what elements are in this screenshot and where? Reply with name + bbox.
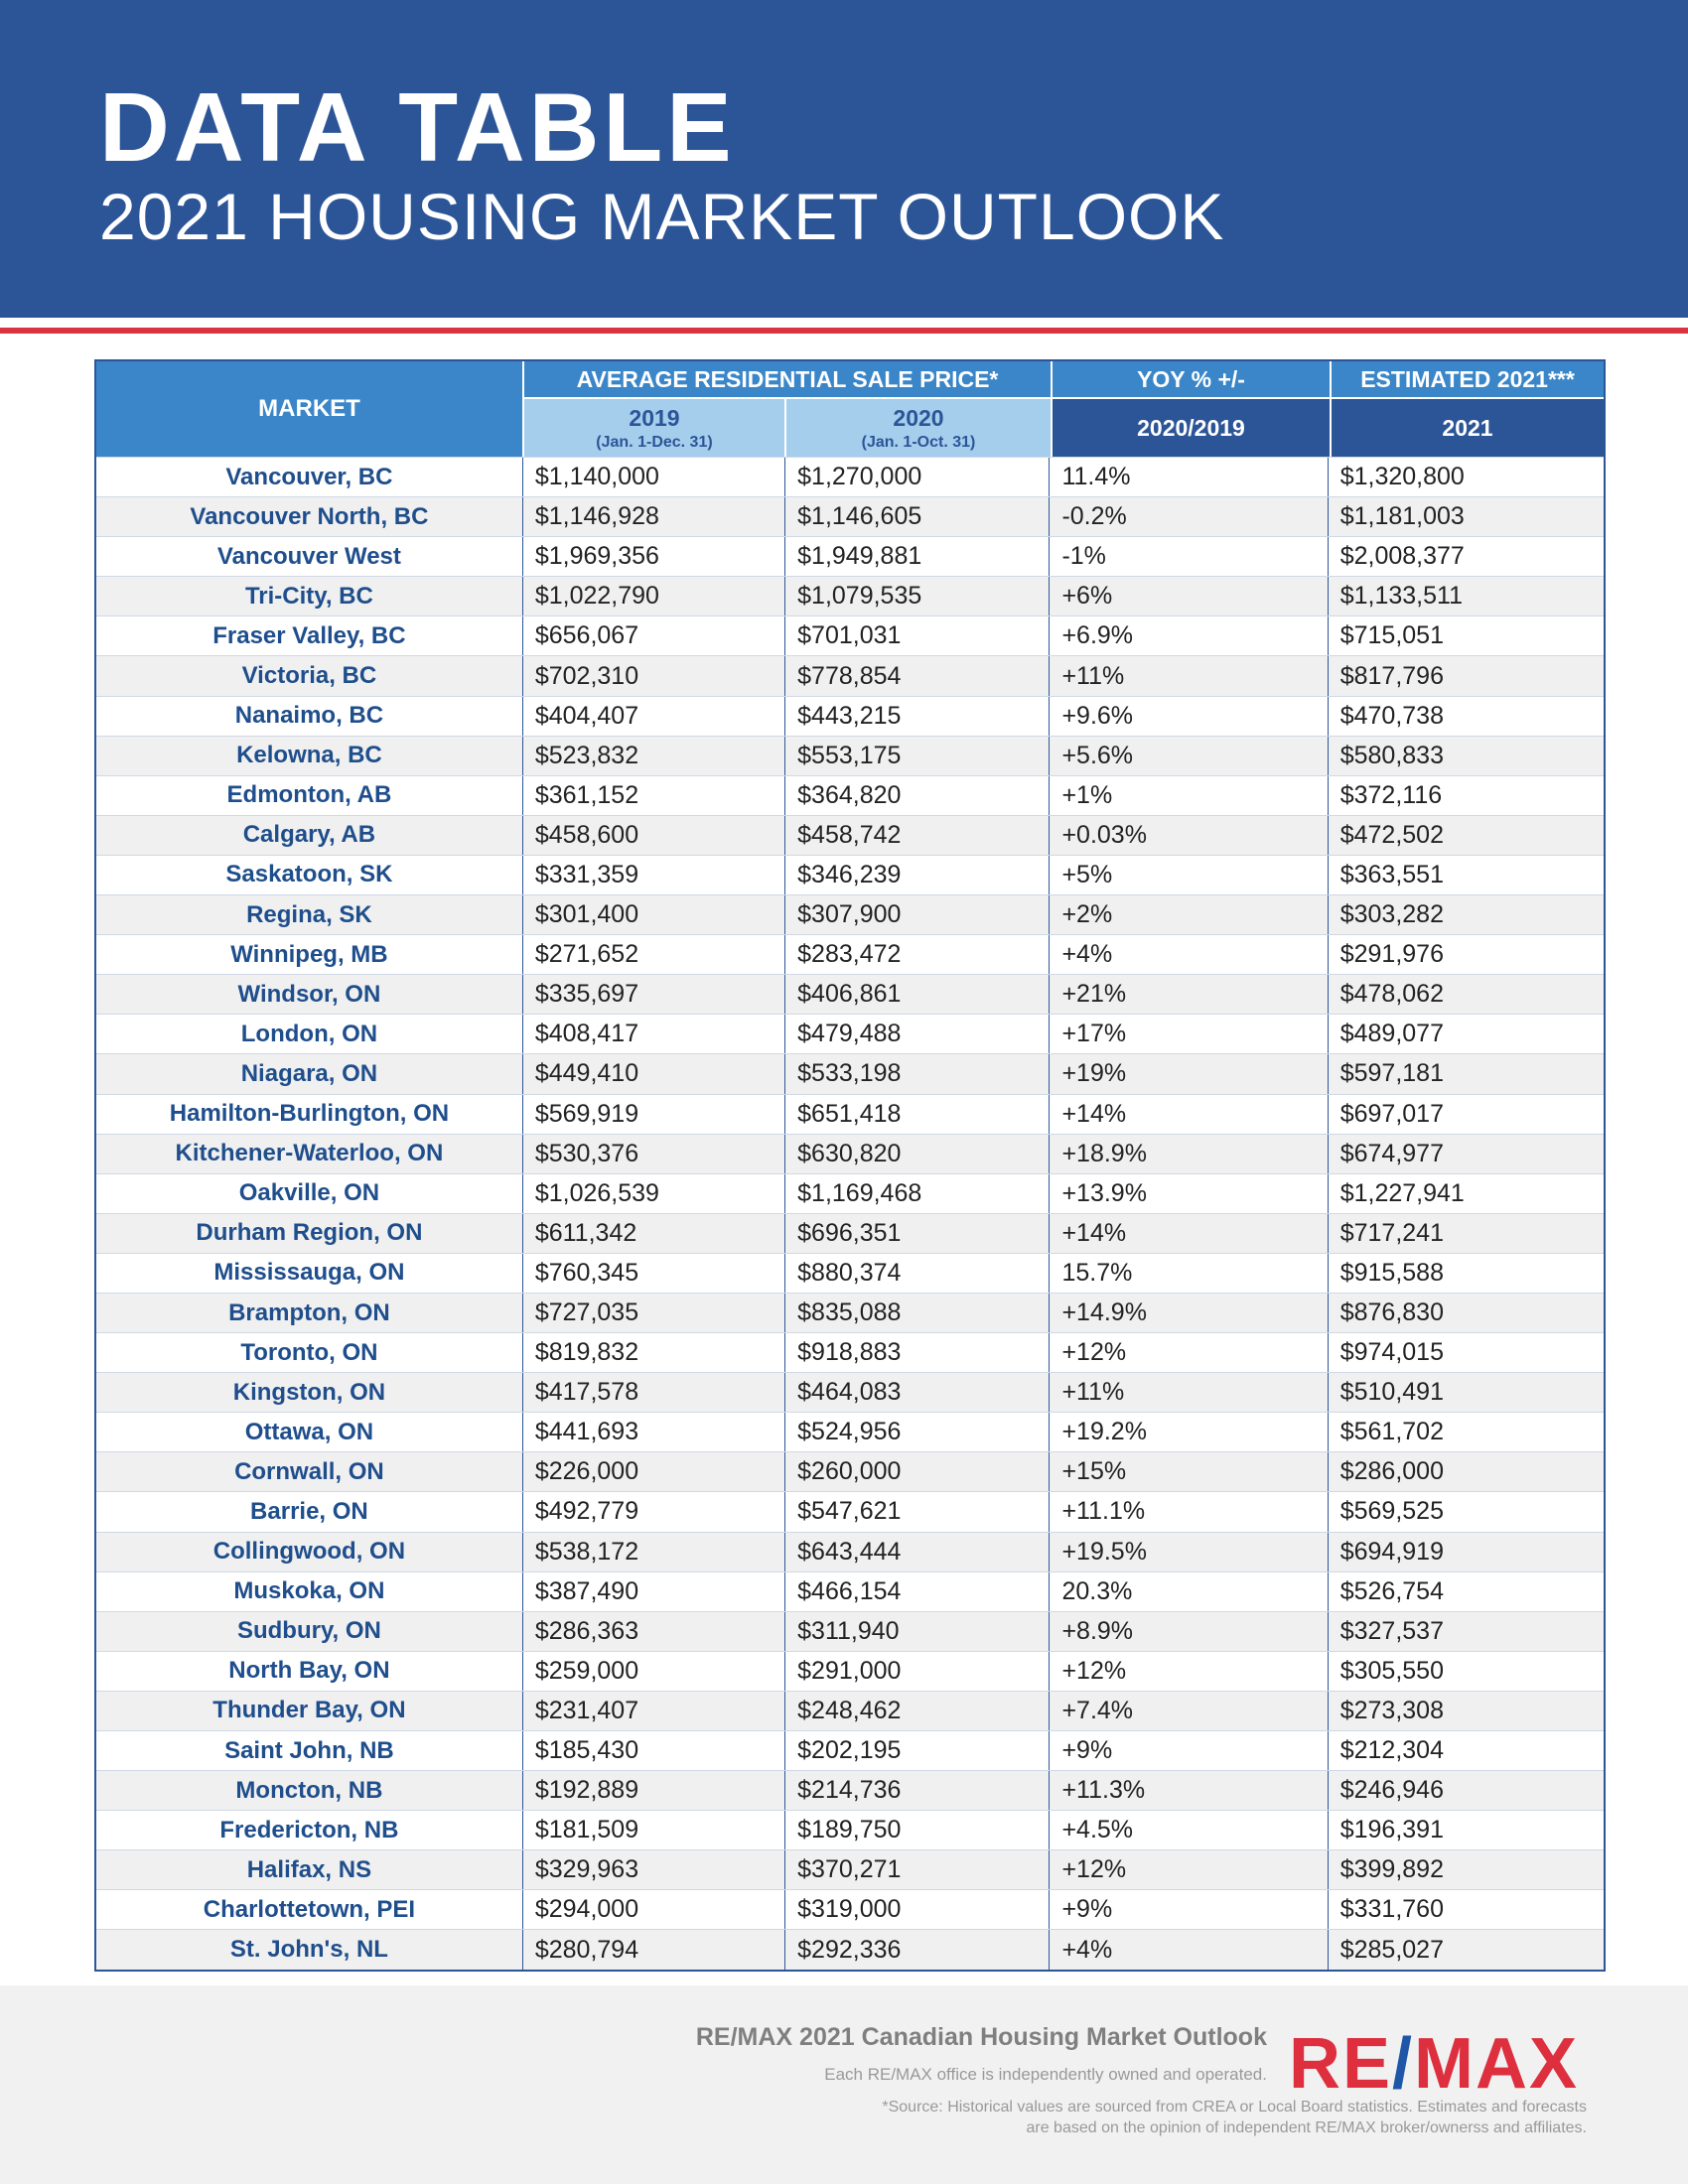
page-title: DATA TABLE — [99, 72, 736, 182]
cell-estimated-2021: $817,796 — [1339, 661, 1444, 690]
table-row — [96, 1134, 1604, 1173]
table-row — [96, 1730, 1604, 1770]
cell-yoy: +14% — [1050, 1095, 1328, 1134]
cell-price-2020: $466,154 — [785, 1572, 1050, 1611]
footer-title: RE/MAX 2021 Canadian Housing Market Outlook — [695, 2023, 1267, 2051]
cell-estimated-2021: $697,017 — [1339, 1099, 1444, 1128]
table-row — [96, 1532, 1604, 1571]
cell-price-2020: $479,488 — [785, 1015, 1050, 1053]
cell-estimated-2021: $580,833 — [1339, 741, 1444, 769]
cell-yoy: +5% — [1050, 856, 1328, 894]
cell-yoy: +13.9% — [1050, 1174, 1328, 1213]
cell-market: Vancouver North, BC — [96, 497, 523, 536]
cell-market: Calgary, AB — [96, 816, 523, 855]
cell-price-2020: $202,195 — [785, 1731, 1050, 1770]
header-2019-range: (Jan. 1-Dec. 31) — [596, 433, 713, 451]
cell-estimated-2021: $399,892 — [1339, 1855, 1444, 1884]
table-row — [96, 1412, 1604, 1451]
table-row — [96, 655, 1604, 695]
cell-price-2019: $441,693 — [523, 1413, 785, 1451]
cell-estimated-2021: $196,391 — [1339, 1816, 1444, 1844]
cell-price-2020: $189,750 — [785, 1811, 1050, 1849]
cell-yoy: +11.1% — [1050, 1492, 1328, 1531]
cell-estimated-2021: $472,502 — [1339, 820, 1444, 849]
cell-estimated-2021: $1,133,511 — [1339, 582, 1463, 611]
cell-market: Saskatoon, SK — [96, 856, 523, 894]
cell-price-2019: $231,407 — [523, 1692, 785, 1730]
cell-yoy: +12% — [1050, 1850, 1328, 1889]
cell-market: Halifax, NS — [96, 1850, 523, 1889]
cell-yoy: +12% — [1050, 1652, 1328, 1691]
cell-price-2020: $1,079,535 — [785, 577, 1050, 615]
cell-market: Collingwood, ON — [96, 1533, 523, 1571]
cell-yoy: 15.7% — [1050, 1254, 1328, 1293]
cell-market: Cornwall, ON — [96, 1452, 523, 1491]
table-row — [96, 1491, 1604, 1531]
header-estimated: ESTIMATED 2021*** — [1332, 361, 1604, 399]
cell-yoy: +4% — [1050, 935, 1328, 974]
cell-yoy: +4% — [1050, 1930, 1328, 1969]
cell-yoy: +17% — [1050, 1015, 1328, 1053]
cell-yoy: +11% — [1050, 656, 1328, 695]
cell-yoy: +19.5% — [1050, 1533, 1328, 1571]
cell-price-2019: $329,963 — [523, 1850, 785, 1889]
cell-yoy: +14.9% — [1050, 1294, 1328, 1332]
cell-yoy: +21% — [1050, 975, 1328, 1014]
cell-yoy: +0.03% — [1050, 816, 1328, 855]
cell-estimated-2021: $212,304 — [1339, 1736, 1444, 1765]
page-header — [0, 0, 1688, 318]
cell-market: Durham Region, ON — [96, 1214, 523, 1253]
table-row — [96, 1213, 1604, 1253]
cell-estimated-2021: $372,116 — [1339, 780, 1443, 809]
cell-price-2020: $260,000 — [785, 1452, 1050, 1491]
cell-market: Ottawa, ON — [96, 1413, 523, 1451]
cell-price-2019: $331,359 — [523, 856, 785, 894]
cell-market: Mississauga, ON — [96, 1254, 523, 1293]
footer-source — [882, 2097, 1587, 2138]
cell-yoy: +19.2% — [1050, 1413, 1328, 1451]
cell-price-2019: $361,152 — [523, 776, 785, 815]
cell-yoy: +11% — [1050, 1373, 1328, 1412]
cell-price-2020: $696,351 — [785, 1214, 1050, 1253]
cell-price-2020: $291,000 — [785, 1652, 1050, 1691]
cell-estimated-2021: $470,738 — [1339, 701, 1444, 730]
cell-yoy: +4.5% — [1050, 1811, 1328, 1849]
cell-price-2020: $835,088 — [785, 1294, 1050, 1332]
cell-price-2019: $286,363 — [523, 1612, 785, 1651]
cell-estimated-2021: $915,588 — [1339, 1258, 1444, 1287]
cell-market: Nanaimo, BC — [96, 697, 523, 736]
divider — [0, 328, 1688, 334]
cell-market: Kitchener-Waterloo, ON — [96, 1135, 523, 1173]
cell-price-2019: $185,430 — [523, 1731, 785, 1770]
cell-yoy: +19% — [1050, 1054, 1328, 1093]
cell-price-2020: $880,374 — [785, 1254, 1050, 1293]
cell-price-2019: $569,919 — [523, 1095, 785, 1134]
cell-estimated-2021: $286,000 — [1339, 1457, 1444, 1486]
cell-price-2020: $443,215 — [785, 697, 1050, 736]
cell-estimated-2021: $285,027 — [1339, 1935, 1444, 1964]
cell-yoy: +9.6% — [1050, 697, 1328, 736]
cell-price-2019: $538,172 — [523, 1533, 785, 1571]
table-row — [96, 1810, 1604, 1849]
cell-price-2019: $387,490 — [523, 1572, 785, 1611]
cell-price-2019: $727,035 — [523, 1294, 785, 1332]
cell-price-2019: $404,407 — [523, 697, 785, 736]
cell-price-2020: $458,742 — [785, 816, 1050, 855]
cell-price-2020: $311,940 — [785, 1612, 1050, 1651]
table-row — [96, 1571, 1604, 1611]
cell-market: Oakville, ON — [96, 1174, 523, 1213]
cell-estimated-2021: $694,919 — [1339, 1537, 1444, 1566]
cell-yoy: +8.9% — [1050, 1612, 1328, 1651]
table-row — [96, 775, 1604, 815]
table-row — [96, 536, 1604, 576]
remax-logo: RE/MAX — [1289, 2024, 1580, 2104]
cell-estimated-2021: $331,760 — [1339, 1895, 1444, 1924]
cell-price-2019: $294,000 — [523, 1890, 785, 1929]
cell-estimated-2021: $273,308 — [1339, 1696, 1444, 1724]
header-2020-label: 2020 — [893, 404, 944, 431]
cell-price-2020: $307,900 — [785, 895, 1050, 934]
cell-estimated-2021: $246,946 — [1339, 1776, 1444, 1805]
cell-price-2020: $248,462 — [785, 1692, 1050, 1730]
table-row — [96, 1014, 1604, 1053]
cell-yoy: +18.9% — [1050, 1135, 1328, 1173]
cell-yoy: -1% — [1050, 537, 1328, 576]
cell-price-2020: $283,472 — [785, 935, 1050, 974]
cell-market: Niagara, ON — [96, 1054, 523, 1093]
table-row — [96, 576, 1604, 615]
cell-market: Kelowna, BC — [96, 737, 523, 775]
cell-estimated-2021: $717,241 — [1339, 1218, 1444, 1247]
cell-market: London, ON — [96, 1015, 523, 1053]
cell-yoy: +11.3% — [1050, 1771, 1328, 1810]
table-row — [96, 1651, 1604, 1691]
cell-price-2020: $1,270,000 — [785, 458, 1050, 496]
cell-estimated-2021: $1,181,003 — [1339, 502, 1465, 531]
table-row — [96, 696, 1604, 736]
cell-market: Hamilton-Burlington, ON — [96, 1095, 523, 1134]
cell-price-2019: $523,832 — [523, 737, 785, 775]
cell-market: Saint John, NB — [96, 1731, 523, 1770]
table-row — [96, 1332, 1604, 1372]
header-yoy-sub: 2020/2019 — [1053, 399, 1330, 457]
cell-estimated-2021: $526,754 — [1339, 1576, 1444, 1605]
header-market: MARKET — [96, 361, 524, 457]
cell-yoy: +2% — [1050, 895, 1328, 934]
cell-yoy: -0.2% — [1050, 497, 1328, 536]
cell-market: Edmonton, AB — [96, 776, 523, 815]
table-row — [96, 1929, 1604, 1969]
cell-price-2020: $319,000 — [785, 1890, 1050, 1929]
cell-price-2019: $280,794 — [523, 1930, 785, 1969]
table-row — [96, 1053, 1604, 1093]
cell-price-2020: $553,175 — [785, 737, 1050, 775]
cell-price-2020: $918,883 — [785, 1333, 1050, 1372]
cell-estimated-2021: $291,976 — [1339, 940, 1444, 969]
cell-price-2019: $1,969,356 — [523, 537, 785, 576]
table-row — [96, 974, 1604, 1014]
page-subtitle: 2021 HOUSING MARKET OUTLOOK — [99, 180, 1225, 253]
cell-price-2019: $1,146,928 — [523, 497, 785, 536]
header-2020-range: (Jan. 1-Oct. 31) — [861, 433, 976, 451]
footer — [0, 1985, 1688, 2184]
cell-yoy: +7.4% — [1050, 1692, 1328, 1730]
cell-price-2020: $292,336 — [785, 1930, 1050, 1969]
cell-market: St. John's, NL — [96, 1930, 523, 1969]
cell-market: Windsor, ON — [96, 975, 523, 1014]
source-line-1: *Source: Historical values are sourced from CREA or Local Board statistics. Estimates and forecasts — [882, 2099, 1587, 2116]
cell-yoy: 11.4% — [1050, 458, 1328, 496]
cell-market: Muskoka, ON — [96, 1572, 523, 1611]
source-line-2: are based on the opinion of independent RE/MAX broker/ownerss and affiliates. — [1026, 2119, 1587, 2136]
cell-price-2019: $271,652 — [523, 935, 785, 974]
cell-estimated-2021: $510,491 — [1339, 1378, 1444, 1407]
cell-price-2020: $701,031 — [785, 616, 1050, 655]
cell-price-2019: $408,417 — [523, 1015, 785, 1053]
table-body — [96, 457, 1604, 1970]
cell-yoy: +9% — [1050, 1890, 1328, 1929]
cell-market: Vancouver West — [96, 537, 523, 576]
cell-price-2020: $547,621 — [785, 1492, 1050, 1531]
cell-price-2019: $449,410 — [523, 1054, 785, 1093]
cell-yoy: +9% — [1050, 1731, 1328, 1770]
cell-estimated-2021: $478,062 — [1339, 980, 1444, 1009]
cell-market: Toronto, ON — [96, 1333, 523, 1372]
cell-estimated-2021: $2,008,377 — [1339, 542, 1465, 571]
header-avg-price: AVERAGE RESIDENTIAL SALE PRICE* — [524, 361, 1051, 399]
table-row — [96, 1293, 1604, 1332]
table-row — [96, 1253, 1604, 1293]
cell-price-2019: $301,400 — [523, 895, 785, 934]
cell-estimated-2021: $569,525 — [1339, 1497, 1444, 1526]
cell-price-2019: $335,697 — [523, 975, 785, 1014]
cell-price-2020: $778,854 — [785, 656, 1050, 695]
cell-estimated-2021: $597,181 — [1339, 1059, 1444, 1088]
cell-price-2020: $524,956 — [785, 1413, 1050, 1451]
cell-yoy: +12% — [1050, 1333, 1328, 1372]
header-2019 — [524, 399, 786, 457]
cell-estimated-2021: $1,320,800 — [1339, 463, 1465, 491]
table-row — [96, 934, 1604, 974]
cell-market: Vancouver, BC — [96, 458, 523, 496]
cell-yoy: +6.9% — [1050, 616, 1328, 655]
cell-market: Thunder Bay, ON — [96, 1692, 523, 1730]
data-table — [94, 359, 1606, 1972]
cell-price-2020: $1,949,881 — [785, 537, 1050, 576]
cell-estimated-2021: $489,077 — [1339, 1020, 1444, 1048]
cell-price-2019: $1,022,790 — [523, 577, 785, 615]
cell-estimated-2021: $674,977 — [1339, 1139, 1444, 1167]
cell-market: Winnipeg, MB — [96, 935, 523, 974]
cell-price-2019: $492,779 — [523, 1492, 785, 1531]
table-row — [96, 1889, 1604, 1929]
table-row — [96, 855, 1604, 894]
cell-estimated-2021: $303,282 — [1339, 900, 1444, 929]
table-row — [96, 1691, 1604, 1730]
cell-market: Moncton, NB — [96, 1771, 523, 1810]
cell-price-2019: $1,140,000 — [523, 458, 785, 496]
cell-price-2020: $346,239 — [785, 856, 1050, 894]
cell-price-2020: $533,198 — [785, 1054, 1050, 1093]
cell-estimated-2021: $561,702 — [1339, 1418, 1444, 1446]
cell-yoy: +5.6% — [1050, 737, 1328, 775]
cell-market: Barrie, ON — [96, 1492, 523, 1531]
cell-yoy: 20.3% — [1050, 1572, 1328, 1611]
cell-price-2019: $192,889 — [523, 1771, 785, 1810]
cell-market: North Bay, ON — [96, 1652, 523, 1691]
cell-price-2020: $364,820 — [785, 776, 1050, 815]
cell-price-2019: $760,345 — [523, 1254, 785, 1293]
cell-estimated-2021: $876,830 — [1339, 1298, 1444, 1327]
cell-price-2019: $819,832 — [523, 1333, 785, 1372]
cell-yoy: +14% — [1050, 1214, 1328, 1253]
header-2020 — [786, 399, 1051, 457]
table-row — [96, 496, 1604, 536]
cell-price-2019: $259,000 — [523, 1652, 785, 1691]
cell-price-2020: $651,418 — [785, 1095, 1050, 1134]
cell-price-2019: $656,067 — [523, 616, 785, 655]
table-row — [96, 615, 1604, 655]
cell-market: Fredericton, NB — [96, 1811, 523, 1849]
cell-price-2019: $702,310 — [523, 656, 785, 695]
cell-market: Fraser Valley, BC — [96, 616, 523, 655]
cell-price-2019: $417,578 — [523, 1373, 785, 1412]
cell-yoy: +1% — [1050, 776, 1328, 815]
cell-estimated-2021: $715,051 — [1339, 621, 1444, 650]
table-row — [96, 894, 1604, 934]
cell-price-2019: $1,026,539 — [523, 1174, 785, 1213]
cell-estimated-2021: $1,227,941 — [1339, 1178, 1465, 1207]
table-row — [96, 1451, 1604, 1491]
cell-market: Victoria, BC — [96, 656, 523, 695]
table-row — [96, 1770, 1604, 1810]
table-row — [96, 1094, 1604, 1134]
table-row — [96, 1173, 1604, 1213]
header-est-sub: 2021 — [1332, 399, 1604, 457]
cell-price-2020: $370,271 — [785, 1850, 1050, 1889]
cell-yoy: +6% — [1050, 577, 1328, 615]
cell-price-2020: $643,444 — [785, 1533, 1050, 1571]
footer-ownership: Each RE/MAX office is independently owned and operated. — [824, 2065, 1267, 2084]
table-header — [96, 361, 1604, 457]
cell-price-2020: $1,169,468 — [785, 1174, 1050, 1213]
table-row — [96, 457, 1604, 496]
cell-price-2020: $1,146,605 — [785, 497, 1050, 536]
cell-market: Sudbury, ON — [96, 1612, 523, 1651]
cell-price-2019: $181,509 — [523, 1811, 785, 1849]
cell-price-2019: $530,376 — [523, 1135, 785, 1173]
cell-price-2020: $214,736 — [785, 1771, 1050, 1810]
table-row — [96, 815, 1604, 855]
cell-market: Tri-City, BC — [96, 577, 523, 615]
table-row — [96, 1849, 1604, 1889]
cell-price-2020: $630,820 — [785, 1135, 1050, 1173]
cell-market: Kingston, ON — [96, 1373, 523, 1412]
cell-market: Regina, SK — [96, 895, 523, 934]
cell-estimated-2021: $327,537 — [1339, 1616, 1444, 1645]
header-yoy: YOY % +/- — [1053, 361, 1330, 399]
table-row — [96, 1372, 1604, 1412]
cell-price-2020: $464,083 — [785, 1373, 1050, 1412]
cell-estimated-2021: $974,015 — [1339, 1338, 1444, 1367]
cell-price-2019: $458,600 — [523, 816, 785, 855]
table-row — [96, 1611, 1604, 1651]
cell-market: Brampton, ON — [96, 1294, 523, 1332]
cell-yoy: +15% — [1050, 1452, 1328, 1491]
cell-estimated-2021: $305,550 — [1339, 1656, 1444, 1685]
cell-price-2020: $406,861 — [785, 975, 1050, 1014]
header-2019-label: 2019 — [629, 404, 680, 431]
cell-market: Charlottetown, PEI — [96, 1890, 523, 1929]
cell-price-2019: $226,000 — [523, 1452, 785, 1491]
cell-estimated-2021: $363,551 — [1339, 860, 1444, 888]
table-row — [96, 736, 1604, 775]
cell-price-2019: $611,342 — [523, 1214, 785, 1253]
